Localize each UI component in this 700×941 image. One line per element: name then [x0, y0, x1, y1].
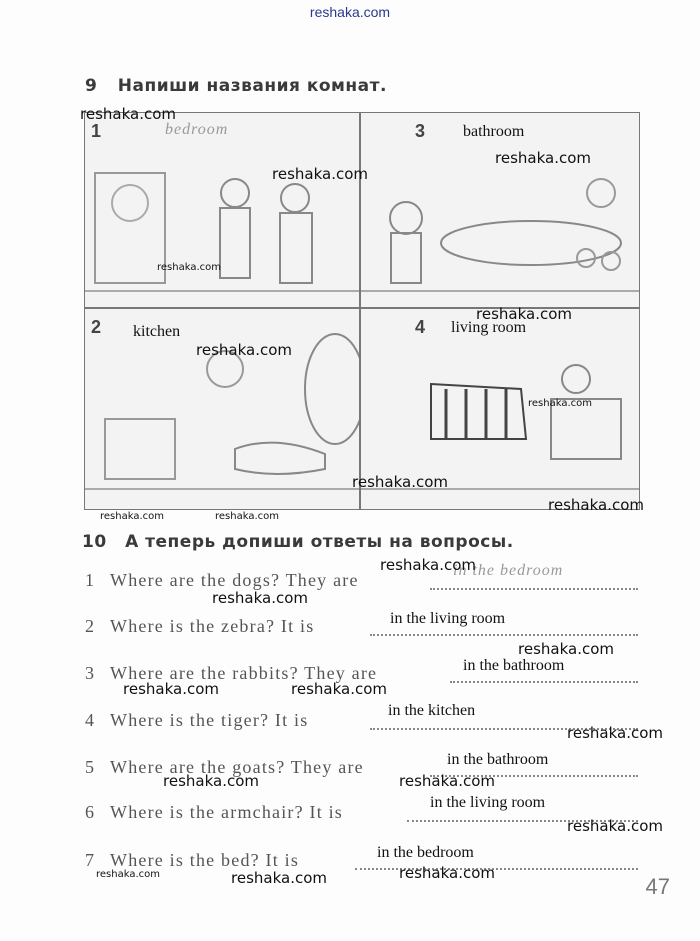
- panel-label-bedroom: bedroom: [165, 121, 229, 138]
- page-number: 47: [645, 874, 670, 899]
- panel-kitchen: [84, 308, 360, 510]
- bedroom-illustration: [85, 113, 360, 308]
- question-text: Where is the bed? It is: [110, 850, 300, 870]
- question-text: Where is the zebra? It is: [110, 616, 315, 636]
- question-number: 5: [85, 757, 94, 777]
- answer-line: [370, 634, 638, 636]
- watermark-text: reshaka.com: [123, 680, 219, 698]
- panel-number-3: 3: [415, 121, 426, 141]
- watermark-text: reshaka.com: [495, 149, 591, 167]
- watermark-text: reshaka.com: [157, 262, 221, 273]
- watermark-text: reshaka.com: [231, 869, 327, 887]
- answer-text: in the bathroom: [463, 657, 565, 674]
- watermark-text: reshaka.com: [100, 511, 164, 522]
- watermark-text: reshaka.com: [476, 305, 572, 323]
- bathroom-illustration: [361, 113, 640, 308]
- exercise-9-title: Напиши названия комнат.: [117, 76, 387, 96]
- panel-bathroom: [360, 112, 640, 308]
- question-text: Where is the armchair? It is: [110, 802, 344, 822]
- answer-text: in the bedroom: [453, 562, 564, 579]
- watermark-text: reshaka.com: [399, 864, 495, 882]
- exercise-10-title: А теперь допиши ответы на вопросы.: [125, 532, 514, 552]
- panel-number-1: 1: [91, 121, 102, 141]
- panel-number-2: 2: [91, 317, 102, 337]
- watermark-text: reshaka.com: [399, 772, 495, 790]
- question-number: 2: [85, 616, 94, 636]
- watermark-text: reshaka.com: [196, 341, 292, 359]
- watermark-text: reshaka.com: [212, 589, 308, 607]
- exercise-9-number: 9: [85, 76, 98, 96]
- answer-line: [450, 681, 638, 683]
- watermark-text: reshaka.com: [163, 772, 259, 790]
- exercise-10-number: 10: [82, 532, 107, 552]
- watermark-text: reshaka.com: [272, 165, 368, 183]
- panel-label-bathroom: bathroom: [463, 123, 525, 140]
- question-7: [85, 846, 645, 874]
- question-6: [85, 794, 645, 826]
- watermark-text: reshaka.com: [96, 869, 160, 880]
- question-4: [85, 702, 645, 734]
- answer-text: in the kitchen: [388, 702, 476, 719]
- watermark-text: reshaka.com: [380, 556, 476, 574]
- question-number: 7: [85, 850, 94, 870]
- watermark-text: reshaka.com: [518, 640, 614, 658]
- watermark-text: reshaka.com: [80, 105, 176, 123]
- watermark-text: reshaka.com: [215, 511, 279, 522]
- watermark-text: reshaka.com: [548, 496, 644, 514]
- site-header-link[interactable]: reshaka.com: [309, 4, 391, 20]
- panel-number-4: 4: [415, 317, 426, 337]
- question-2: [85, 612, 645, 640]
- answer-text: in the bathroom: [447, 751, 549, 768]
- kitchen-illustration: [85, 309, 360, 510]
- watermark-text: reshaka.com: [352, 473, 448, 491]
- question-number: 6: [85, 802, 94, 822]
- watermark-text: reshaka.com: [567, 817, 663, 835]
- exercise-10-heading: [82, 532, 514, 552]
- watermark-text: reshaka.com: [528, 398, 592, 409]
- answer-text: in the bedroom: [377, 844, 474, 861]
- watermark-text: reshaka.com: [567, 724, 663, 742]
- question-text: Where are the rabbits? They are: [110, 663, 378, 683]
- watermark-text: reshaka.com: [291, 680, 387, 698]
- answer-text: in the living room: [430, 794, 546, 811]
- question-number: 4: [85, 710, 94, 730]
- question-number: 3: [85, 663, 94, 683]
- exercise-9-heading: [85, 76, 387, 96]
- question-text: Where are the goats? They are: [110, 757, 364, 777]
- question-number: 1: [85, 570, 94, 590]
- panel-bedroom: [84, 112, 360, 308]
- panel-label-living-room: living room: [451, 319, 527, 336]
- answer-line: [430, 588, 638, 590]
- question-text: Where is the tiger? It is: [110, 710, 309, 730]
- question-text: Where are the dogs? They are: [110, 570, 359, 590]
- answer-line: [355, 868, 638, 870]
- answer-text: in the living room: [390, 610, 506, 627]
- panel-label-kitchen: kitchen: [133, 323, 181, 340]
